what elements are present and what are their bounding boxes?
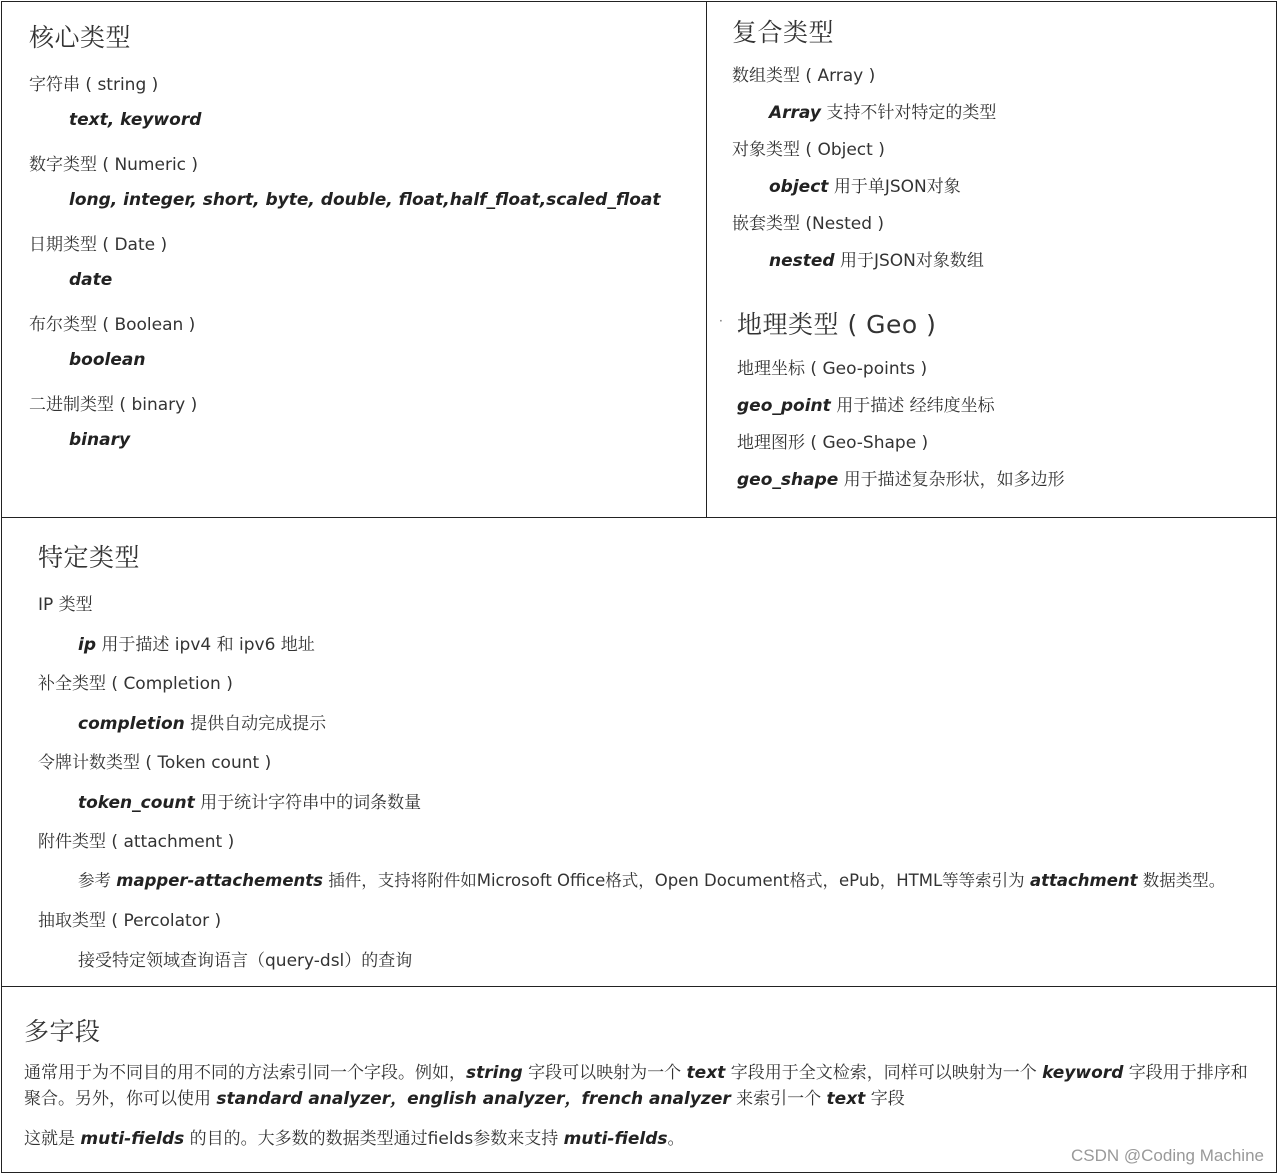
category-date: 日期类型 ( Date ) [29, 235, 168, 255]
core-types-title: 核心类型 [29, 23, 132, 52]
category-geo-points: 地理坐标 ( Geo-points ) [737, 359, 928, 379]
completion-desc: completion 提供自动完成提示 [78, 714, 327, 734]
category-percolator: 抽取类型 ( Percolator ) [38, 911, 222, 931]
date-types: date [69, 270, 113, 290]
binary-types: binary [69, 430, 131, 450]
token-count-desc: token_count 用于统计字符串中的词条数量 [78, 793, 422, 813]
divider-horizontal-2 [1, 986, 1277, 987]
divider-vertical [706, 1, 707, 518]
object-desc: object 用于单JSON对象 [769, 177, 961, 197]
bullet-icon: · [719, 314, 723, 328]
category-token-count: 令牌计数类型 ( Token count ) [38, 753, 272, 773]
geo-shape-desc: geo_shape 用于描述复杂形状，如多边形 [737, 470, 1065, 490]
multi-fields-paragraph-1: 通常用于为不同目的用不同的方法索引同一个字段。例如，string 字段可以映射为一个 text 字段用于全文检索，同样可以映射为一个 keyword 字段用于排序和聚合。另外，你可以使用 standard analyzer，english analyzer，french analyzer 来索引一个 text 字段 [24, 1063, 1248, 1109]
numeric-types: long, integer, short, byte, double, float,half_float,scaled_float [69, 190, 661, 210]
multi-fields-title: 多字段 [24, 1017, 101, 1046]
ip-desc: ip 用于描述 ipv4 和 ipv6 地址 [78, 635, 315, 655]
watermark: CSDN @Coding Machine [1070, 1146, 1264, 1165]
category-object: 对象类型 ( Object ) [732, 140, 885, 160]
multi-fields-paragraph-2: 这就是 muti-fields 的目的。大多数的数据类型通过fields参数来支持 muti-fields。 [24, 1129, 685, 1149]
specific-types-title: 特定类型 [38, 543, 141, 572]
divider-horizontal-1 [1, 517, 1277, 518]
geo-point-desc: geo_point 用于描述 经纬度坐标 [737, 396, 995, 416]
category-numeric: 数字类型 ( Numeric ) [29, 155, 199, 175]
string-types: text, keyword [69, 110, 202, 130]
percolator-desc: 接受特定领域查询语言（query-dsl）的查询 [78, 951, 413, 971]
category-binary: 二进制类型 ( binary ) [29, 395, 198, 415]
category-string: 字符串 ( string ) [29, 75, 159, 95]
boolean-types: boolean [69, 350, 146, 370]
category-completion: 补全类型 ( Completion ) [38, 674, 233, 694]
complex-types-title: 复合类型 [732, 18, 835, 47]
category-geo-shape: 地理图形 ( Geo-Shape ) [737, 433, 929, 453]
attachment-desc: 参考 mapper-attachements 插件，支持将附件如Microsoft Office格式，Open Document格式，ePub，HTML等等索引为 attachment 数据类型。 [78, 871, 1226, 890]
array-desc: Array 支持不针对特定的类型 [769, 103, 997, 123]
category-boolean: 布尔类型 ( Boolean ) [29, 315, 196, 335]
outer-border [1, 1, 1277, 1173]
nested-desc: nested 用于JSON对象数组 [769, 251, 984, 271]
category-ip: IP 类型 [38, 595, 93, 615]
category-nested: 嵌套类型 (Nested ) [732, 214, 885, 234]
category-attachment: 附件类型 ( attachment ) [38, 832, 235, 852]
category-array: 数组类型 ( Array ) [732, 66, 876, 86]
geo-types-title: 地理类型 ( Geo ) [737, 310, 937, 339]
